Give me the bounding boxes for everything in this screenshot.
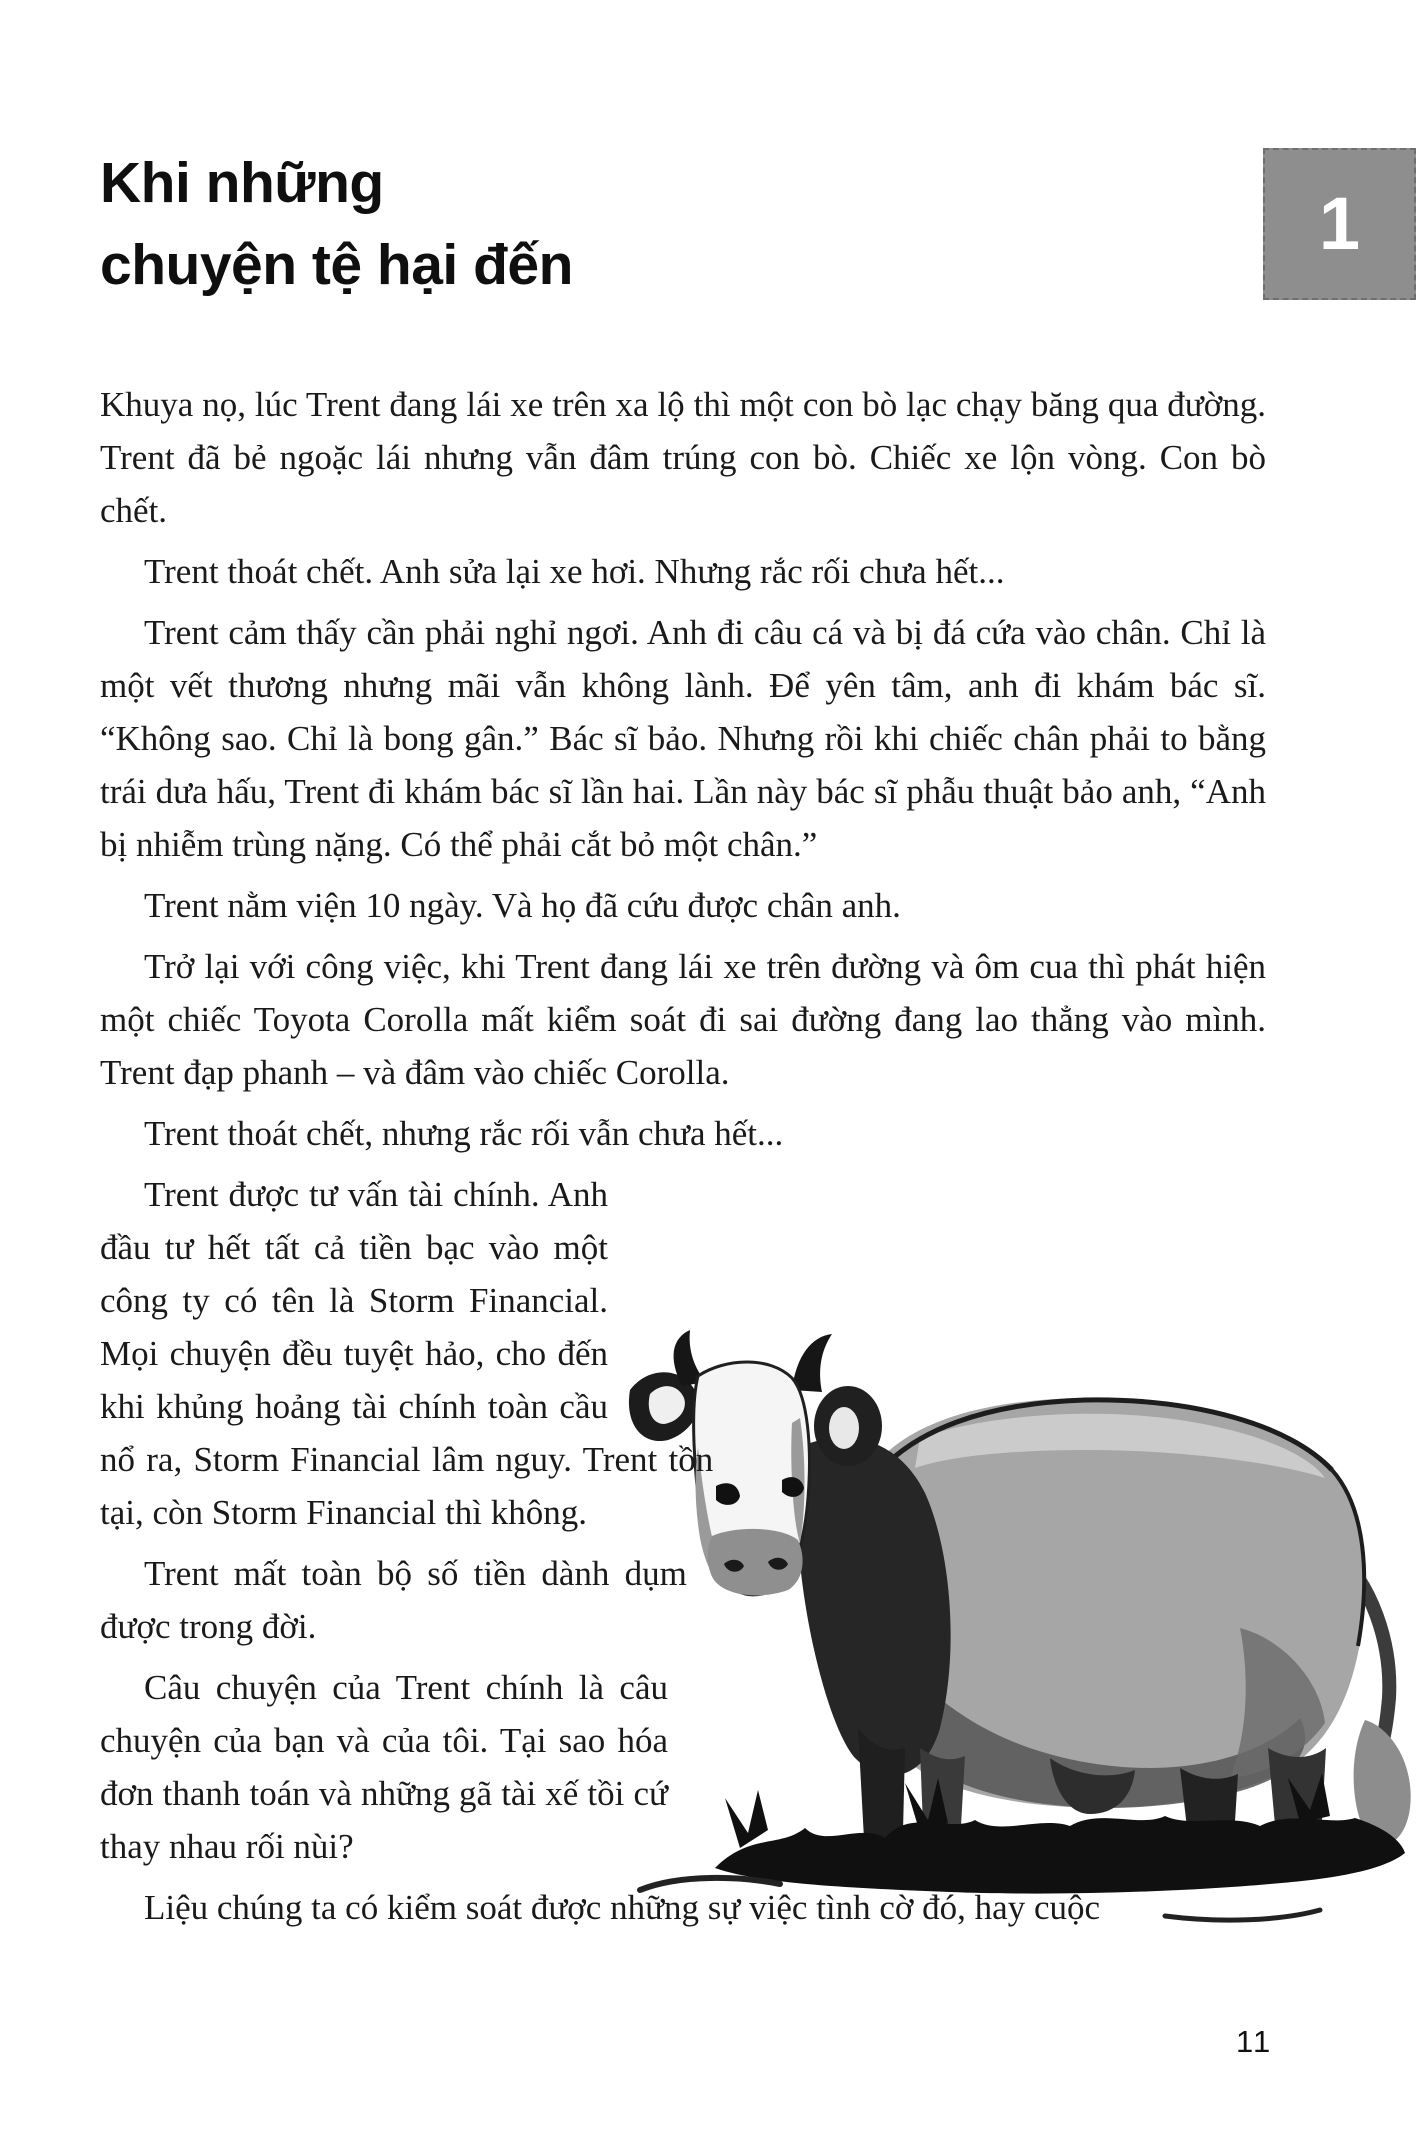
chapter-number: 1 [1318,182,1361,265]
cow-illustration [580,1328,1266,1948]
paragraph: Liệu chúng ta có kiểm soát được những sự việc tình cờ đó, hay cuộc [144,1888,1101,1927]
paragraph: Trent mất toàn bộ số tiền dành dụm được trong đời. [100,1554,687,1646]
paragraph: Câu chuyện của Trent chính là câu chuyện của bạn và của tôi. Tại sao hóa đơn thanh toán và những gã tài xế tồi cứ thay nhau rối nùi? [100,1668,668,1866]
chapter-title-line-1: Khi những [100,151,384,215]
chapter-title-line-2: chuyện tệ hại đến [100,233,573,297]
paragraph: Khuya nọ, lúc Trent đang lái xe trên xa lộ thì một con bò lạc chạy băng qua đường. Trent đã bẻ ngoặc lái nhưng vẫn đâm trúng con bò. Chiếc xe lộn vòng. Con bò chết. [100,385,1266,530]
chapter-title [100,142,1266,306]
paragraph: Trent cảm thấy cần phải nghỉ ngơi. Anh đi câu cá và bị đá cứa vào chân. Chỉ là một vết thương nhưng mãi vẫn không lành. Để yên tâm, anh đi khám bác sĩ. “Không sao. Chỉ là bong gân.” Bác sĩ bảo. Nhưng rồi khi chiếc chân phải to bằng trái dưa hấu, Trent đi khám bác sĩ lần hai. Lần này bác sĩ phẫu thuật bảo anh, “Anh bị nhiễm trùng nặng. Có thể phải cắt bỏ một chân.” [100,613,1266,864]
paragraph: Trent thoát chết. Anh sửa lại xe hơi. Nhưng rắc rối chưa hết... [144,552,1005,591]
page-number: 11 [1236,2024,1273,2059]
paragraph: Trent được tư vấn tài chính. Anh đầu tư hết tất cả tiền bạc vào một công ty có tên là Storm Financial. Mọi chuyện đều tuyệt hảo, cho đến khi khủng hoảng tài chính toàn cầu nổ ra, Storm Financial lâm nguy. Trent tồn tại, còn Storm Financial thì không. [100,1175,714,1532]
paragraph: Trở lại với công việc, khi Trent đang lái xe trên đường và ôm cua thì phát hiện một chiếc Toyota Corolla mất kiểm soát đi sai đường đang lao thẳng vào mình. Trent đạp phanh – và đâm vào chiếc Corolla. [100,947,1266,1092]
paragraph: Trent thoát chết, nhưng rắc rối vẫn chưa hết... [144,1114,784,1153]
paragraph: Trent nằm viện 10 ngày. Và họ đã cứu được chân anh. [144,886,901,925]
chapter-number-badge [1263,148,1416,300]
cow-ink-drawing [620,1328,1420,1948]
page-content [100,142,1266,1948]
body-text [100,378,1266,1934]
